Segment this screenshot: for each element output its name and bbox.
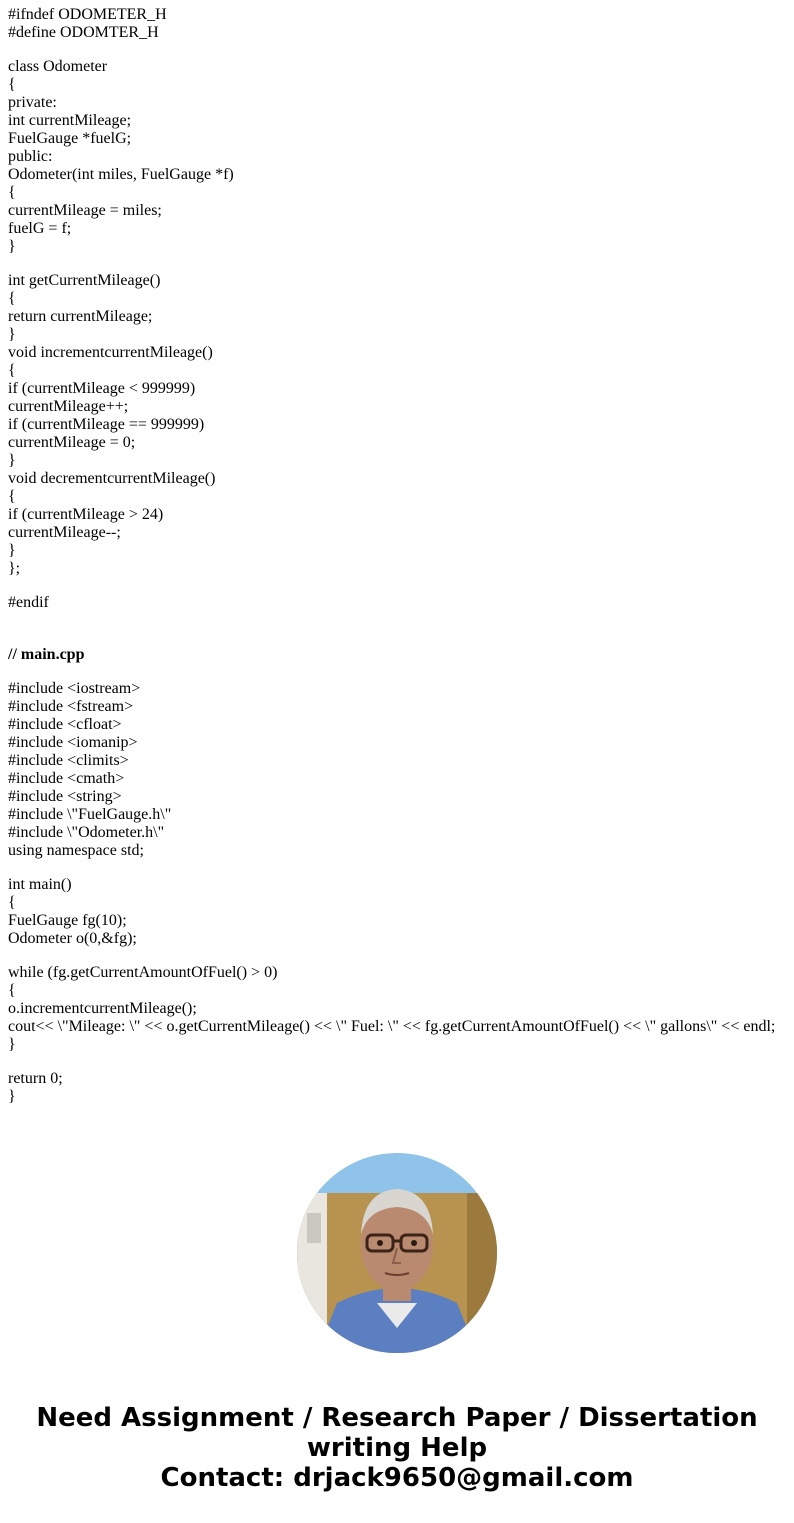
contact-advert [0, 1403, 794, 1493]
author-avatar [297, 1153, 497, 1353]
main-cpp-heading [8, 646, 788, 664]
advert-line-1: Need Assignment / Research Paper / Dissertation [36, 1403, 758, 1433]
code-line: #include <iostream> [8, 680, 141, 697]
code-line: int main() [8, 876, 72, 893]
code-line: cout<< \"Mileage: \" << o.getCurrentMileage() << \" Fuel: \" << fg.getCurrentAmountOfFuel() << \" gallons\" << endl; [8, 1018, 776, 1035]
heading-label: main.cpp [20, 646, 85, 663]
code-line: #include \"Odometer.h\" [8, 824, 165, 841]
code-line: void decrementcurrentMileage() [8, 470, 216, 487]
code-line: fuelG = f; [8, 220, 72, 237]
main-setup-block [8, 876, 788, 948]
code-line: using namespace std; [8, 842, 144, 859]
code-line: { [8, 488, 16, 505]
code-line: #define ODOMTER_H [8, 24, 159, 41]
spacer [8, 664, 788, 680]
code-line: Odometer(int miles, FuelGauge *f) [8, 166, 234, 183]
odometer-class-block [8, 58, 788, 256]
code-line: #include <cmath> [8, 770, 125, 787]
code-line: currentMileage = 0; [8, 434, 136, 451]
avatar-eye-right [411, 1240, 417, 1246]
odometer-footer-block [8, 594, 788, 612]
code-line: Odometer o(0,&fg); [8, 930, 137, 947]
advert-contact-line: Contact: drjack9650@gmail.com [160, 1463, 634, 1493]
author-portrait-image [297, 1153, 497, 1353]
code-line: { [8, 290, 16, 307]
code-line: int currentMileage; [8, 112, 132, 129]
code-line: #include <cfloat> [8, 716, 122, 733]
spacer [8, 948, 788, 964]
code-line: #include <iomanip> [8, 734, 138, 751]
odometer-methods-block [8, 272, 788, 578]
code-line: private: [8, 94, 57, 111]
spacer [8, 256, 788, 272]
main-loop-block [8, 964, 788, 1054]
advert-line-2: writing Help [306, 1433, 488, 1463]
code-line: while (fg.getCurrentAmountOfFuel() > 0) [8, 964, 278, 981]
code-line: #include <climits> [8, 752, 129, 769]
code-line: } [8, 1088, 16, 1105]
code-line: return currentMileage; [8, 308, 153, 325]
code-line: #include \"FuelGauge.h\" [8, 806, 172, 823]
code-line: } [8, 238, 16, 255]
code-line: #include <string> [8, 788, 122, 805]
code-line: } [8, 1036, 16, 1053]
code-line: { [8, 184, 16, 201]
avatar-right-panel [467, 1193, 497, 1353]
code-line: } [8, 542, 16, 559]
heading-prefix: // [8, 646, 21, 663]
code-line: { [8, 362, 16, 379]
code-line: { [8, 76, 16, 93]
code-line: #ifndef ODOMETER_H [8, 6, 167, 23]
code-line: FuelGauge *fuelG; [8, 130, 132, 147]
code-line: class Odometer [8, 58, 108, 75]
code-line: currentMileage = miles; [8, 202, 162, 219]
code-line: } [8, 326, 16, 343]
odometer-header-block [8, 6, 788, 42]
avatar-eye-left [377, 1240, 383, 1246]
avatar-switch [307, 1213, 321, 1243]
spacer [8, 1054, 788, 1070]
code-line: return 0; [8, 1070, 63, 1087]
document-content [8, 6, 788, 1106]
spacer [8, 42, 788, 58]
main-includes-block [8, 680, 788, 860]
code-line: public: [8, 148, 53, 165]
code-line: if (currentMileage > 24) [8, 506, 164, 523]
code-line: { [8, 982, 16, 999]
spacer [8, 612, 788, 646]
code-line: o.incrementcurrentMileage(); [8, 1000, 197, 1017]
code-line: currentMileage--; [8, 524, 121, 541]
main-end-block [8, 1070, 788, 1106]
spacer [8, 860, 788, 876]
code-line: #include <fstream> [8, 698, 134, 715]
code-line: if (currentMileage < 999999) [8, 380, 196, 397]
code-line: currentMileage++; [8, 398, 129, 415]
code-line: }; [8, 560, 21, 577]
code-line: void incrementcurrentMileage() [8, 344, 213, 361]
spacer [8, 578, 788, 594]
code-line: if (currentMileage == 999999) [8, 416, 205, 433]
code-line: { [8, 894, 16, 911]
code-line: #endif [8, 594, 49, 611]
code-line: FuelGauge fg(10); [8, 912, 127, 929]
code-line: } [8, 452, 16, 469]
code-line: int getCurrentMileage() [8, 272, 161, 289]
